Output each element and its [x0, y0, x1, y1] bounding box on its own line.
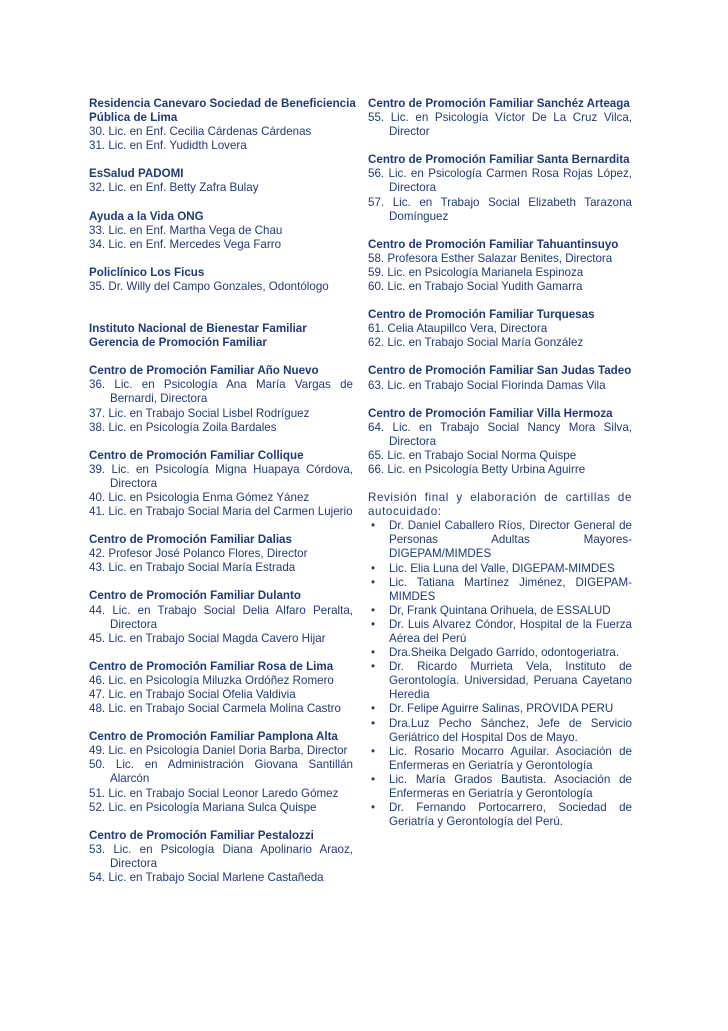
- review-section: [368, 491, 632, 829]
- list-item: 49. Lic. en Psicología Daniel Doria Barba, Director: [89, 744, 348, 758]
- list-item: 66. Lic. en Psicología Betty Urbina Aguirre: [368, 462, 586, 476]
- list-item: 36. Lic. en Psicología Ana María Vargas de Bernardi, Directora: [89, 378, 353, 406]
- section-gap: [89, 252, 353, 266]
- section-gap: [368, 393, 632, 407]
- list-item: 47. Lic. en Trabajo Social Ofelia Valdivia: [89, 688, 296, 701]
- list-item: 64. Lic. en Trabajo Social Nancy Mora Silva, Directora: [368, 420, 632, 448]
- section-heading: Centro de Promoción Familiar Pestalozzi: [89, 828, 314, 842]
- list-item: 55. Lic. en Psicología Víctor De La Cruz Vilca, Director: [368, 111, 632, 139]
- list-item: 35. Dr. Willy del Campo Gonzales, Odontólogo: [89, 279, 329, 293]
- list-item: 44. Lic. en Trabajo Social Delia Alfaro Peralta, Directora: [89, 603, 353, 631]
- section-centro-de-promocion-familiar-pestalozzi: [89, 829, 353, 885]
- review-bullet-item: • Dra.Luz Pecho Sánchez, Jefe de Servicio Geriátrico del Hospital Dos de Mayo.: [368, 717, 632, 745]
- review-bullet-item: • Dra.Sheika Delgado Garrido, odontogeriatra.: [368, 646, 632, 660]
- list-item: 61. Celia Ataupillco Vera, Directora: [368, 322, 548, 336]
- list-item: 46. Lic. en Psicología Miluzka Ordóñez Romero: [89, 673, 334, 687]
- list-item: 45. Lic. en Trabajo Social Magda Cavero Hijar: [89, 631, 326, 645]
- section-gap: [368, 477, 632, 491]
- section-centro-de-promocion-familiar-dalias: [89, 533, 353, 575]
- list-item: 59. Lic. en Psicología Marianela Espinoza: [368, 265, 584, 279]
- section-centro-de-promocion-familiar-san-judas-t: [368, 364, 632, 392]
- section-gap: [89, 153, 353, 167]
- list-item: 38. Lic. en Psicología Zoila Bardales: [89, 420, 277, 434]
- list-item: 31. Lic. en Enf. Yudidth Lovera: [89, 139, 247, 153]
- review-bullet-item: • Lic. Rosario Mocarro Aguilar. Asociación de Enfermeras en Geriatría y Gerontología: [368, 745, 632, 773]
- section-heading: Centro de Promoción Familiar Año Nuevo: [89, 364, 319, 378]
- list-item: 30. Lic. en Enf. Cecilia Cárdenas Cárdenas: [89, 125, 312, 139]
- section-gap: [89, 575, 353, 589]
- list-item: 37. Lic. en Trabajo Social Lisbel Rodríguez: [89, 406, 310, 420]
- list-item: 63. Lic. en Trabajo Social Florinda Damas Vila: [368, 378, 606, 392]
- section-centro-de-promocion-familiar-rosa-de-lim: [89, 660, 353, 716]
- review-bullet-item: • Lic. María Grados Bautista. Asociación de Enfermeras en Geriatría y Gerontología: [368, 773, 632, 801]
- section-centro-de-promocion-familiar-turquesas: [368, 308, 632, 350]
- section-gerencia-de-promocion-familiar: [89, 322, 353, 350]
- list-item: 62. Lic. en Trabajo Social María González: [368, 336, 584, 350]
- list-item: 40. Lic. en Psicología Enma Gómez Yánez: [89, 490, 310, 504]
- section-ayuda-a-la-vida-ong: [89, 210, 353, 252]
- section-heading: Centro de Promoción Familiar Dulanto: [89, 589, 301, 603]
- list-item: 51. Lic. en Trabajo Social Leonor Laredo Gómez: [89, 786, 339, 800]
- section-gap: [368, 224, 632, 238]
- list-item: 65. Lic. en Trabajo Social Norma Quispe: [368, 448, 577, 462]
- section-centro-de-promocion-familiar-tahuantinsu: [368, 238, 632, 294]
- section-heading: Centro de Promoción Familiar Dalias: [89, 533, 292, 547]
- list-item: 41. Lic. en Trabajo Social Maria del Carmen Lujerio: [89, 505, 353, 519]
- section-gap: [89, 815, 353, 829]
- section-policlinico-los-ficus: [89, 266, 353, 294]
- review-bullet-item: • Dr. Felipe Aguirre Salinas, PROVIDA PERU: [368, 702, 632, 716]
- review-bullet-item: • Dr. Fernando Portocarrero, Sociedad de Geriatría y Gerontología del Perú.: [368, 801, 632, 829]
- left-column: [89, 97, 356, 885]
- review-bullet-item: • Dr. Luis Alvarez Cóndor, Hospital de la Fuerza Aérea del Perú: [368, 618, 632, 646]
- section-gap: [89, 435, 353, 449]
- section-gap: [89, 519, 353, 533]
- section-heading: Ayuda a la Vida ONG: [89, 209, 204, 223]
- list-item: 53. Lic. en Psicología Diana Apolinario Araoz, Directora: [89, 842, 353, 870]
- section-centro-de-promocion-familiar-collique: [89, 449, 353, 519]
- review-bullet-item: • Dr, Frank Quintana Orihuela, de ESSALUD: [368, 604, 632, 618]
- list-item: 39. Lic. en Psicología Migna Huapaya Córdova, Directora: [89, 462, 353, 490]
- section-heading: Centro de Promoción Familiar San Judas Tadeo: [368, 364, 632, 378]
- section-gap: [368, 350, 632, 364]
- review-bullet-item: • Lic. Elia Luna del Valle, DIGEPAM-MIMDES: [368, 562, 632, 576]
- list-item: 32. Lic. en Enf. Betty Zafra Bulay: [89, 181, 259, 195]
- section-centro-de-promocion-familiar-villa-hermo: [368, 407, 632, 477]
- section-gap: [89, 646, 353, 660]
- section-gap: [368, 139, 632, 153]
- section-heading: Residencia Canevaro Sociedad de Beneficiencia: [89, 97, 356, 110]
- section-heading: Policlínico Los Ficus: [89, 265, 205, 279]
- list-item: 43. Lic. en Trabajo Social María Estrada: [89, 561, 296, 575]
- list-item: 42. Profesor José Polanco Flores, Director: [89, 547, 308, 561]
- section-heading: Centro de Promoción Familiar Villa Hermoza: [368, 406, 613, 420]
- review-intro: Revisión final y elaboración de cartillas de autocuidado:: [368, 491, 632, 519]
- list-item: 58. Profesora Esther Salazar Benites, Directora: [368, 251, 613, 265]
- review-bullet-item: • Dr. Daniel Caballero Ríos, Director General de Personas Adultas Mayores-DIGEPAM/MIMDES: [368, 519, 632, 561]
- section-heading: Centro de Promoción Familiar Turquesas: [368, 308, 595, 322]
- list-item: 56. Lic. en Psicología Carmen Rosa Rojas López, Directora: [368, 167, 632, 195]
- section-gap: [89, 294, 353, 308]
- section-centro-de-promocion-familiar-pamplona-al: [89, 730, 353, 815]
- review-bullet-item: • Dr. Ricardo Murrieta Vela, Instituto de Gerontología. Universidad, Peruana Cayetano Heredia: [368, 660, 632, 702]
- section-gap: [89, 716, 353, 730]
- section-centro-de-promocion-familiar-sanchez-art: [368, 97, 632, 139]
- section-heading: EsSalud PADOMI: [89, 167, 184, 181]
- section-essalud-padomi: [89, 167, 353, 195]
- section-heading: Centro de Promoción Familiar Tahuantinsuyo: [368, 237, 619, 251]
- review-bullet-item: • Lic. Tatiana Martínez Jiménez, DIGEPAM-MIMDES: [368, 576, 632, 604]
- section-gap: [89, 196, 353, 210]
- list-item: 33. Lic. en Enf. Martha Vega de Chau: [89, 223, 283, 237]
- section-heading: Centro de Promoción Familiar Rosa de Lima: [89, 659, 334, 673]
- section-heading: Pública de Lima: [89, 111, 178, 125]
- section-publica-de-lima: [89, 97, 356, 153]
- section-centro-de-promocion-familiar-dulanto: [89, 589, 353, 645]
- list-item: 60. Lic. en Trabajo Social Yudith Gamarra: [368, 280, 583, 294]
- section-gap: [89, 350, 353, 364]
- section-heading: Centro de Promoción Familiar Sanchéz Arteaga: [368, 97, 630, 110]
- right-column: [368, 97, 632, 829]
- section-centro-de-promocion-familiar-santa-berna: [368, 153, 632, 223]
- section-heading: Gerencia de Promoción Familiar: [89, 336, 267, 350]
- review-bullet-list: [368, 519, 632, 829]
- section-heading: Instituto Nacional de Bienestar Familiar: [89, 322, 307, 336]
- section-gap: [368, 294, 632, 308]
- section-heading: Centro de Promoción Familiar Collique: [89, 448, 304, 462]
- right-sections: [368, 97, 632, 477]
- list-item: 34. Lic. en Enf. Mercedes Vega Farro: [89, 237, 282, 251]
- section-heading: Centro de Promoción Familiar Pamplona Alta: [89, 730, 338, 744]
- list-item: 48. Lic. en Trabajo Social Carmela Molina Castro: [89, 702, 341, 716]
- section-centro-de-promocion-familiar-ano-nuevo: [89, 364, 353, 434]
- list-item: 54. Lic. en Trabajo Social Marlene Castañeda: [89, 871, 324, 885]
- section-heading: Centro de Promoción Familiar Santa Bernardita: [368, 153, 630, 167]
- list-item: 52. Lic. en Psicología Mariana Sulca Quispe: [89, 800, 317, 814]
- list-item: 57. Lic. en Trabajo Social Elizabeth Tarazona Domínguez: [368, 195, 632, 223]
- list-item: 50. Lic. en Administración Giovana Santillán Alarcón: [89, 758, 353, 786]
- section-gap: [89, 308, 353, 322]
